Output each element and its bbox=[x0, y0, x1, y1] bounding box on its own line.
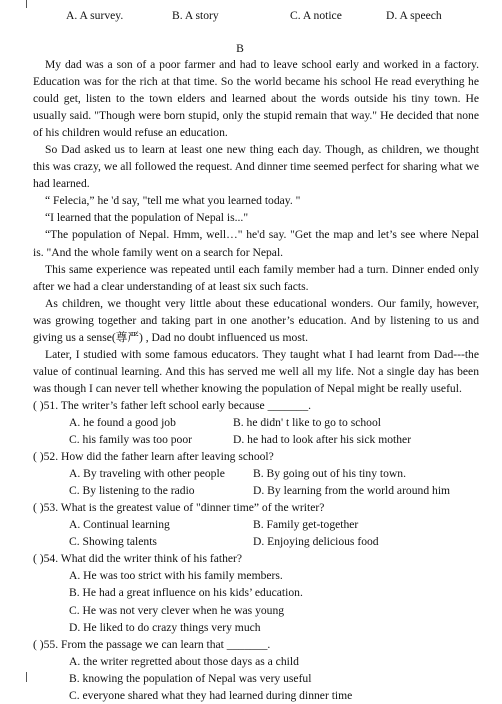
option-c: C. Showing talents bbox=[69, 535, 157, 549]
question-51 bbox=[33, 397, 479, 448]
margin-line-top bbox=[26, 0, 27, 8]
option-b: B. He had a great influence on his kids’ education. bbox=[69, 586, 303, 600]
option-d: D. He liked to do crazy things very much bbox=[69, 620, 261, 634]
paragraph-7: As children, we thought very little about these educational wonders. Our family, however, was growing together and taking part in one another’s education. And by listening to us and giving us a sense(尊严) , Dad no doubt influenced us most. bbox=[33, 296, 479, 344]
paragraph-4: “I learned that the population of Nepal is..." bbox=[45, 211, 249, 225]
option-c: C. He was not very clever when he was young bbox=[69, 603, 285, 617]
prev-option-b: B. A story bbox=[172, 9, 219, 22]
question-stem: ( )54. What did the writer think of his father? bbox=[33, 552, 243, 566]
option-b: B. knowing the population of Nepal was very useful bbox=[69, 671, 312, 685]
passage-label: B bbox=[236, 42, 244, 55]
option-b: B. he didn' t like to go to school bbox=[233, 415, 381, 429]
passage-body bbox=[33, 56, 479, 704]
option-d: D. Enjoying delicious food bbox=[253, 535, 379, 549]
question-52 bbox=[33, 448, 479, 499]
option-d: D. he had to look after his sick mother bbox=[233, 433, 412, 447]
option-c: C. his family was too poor bbox=[69, 433, 193, 447]
question-55 bbox=[33, 636, 479, 704]
prev-option-d: D. A speech bbox=[386, 9, 442, 22]
margin-line-bottom bbox=[26, 672, 27, 682]
paragraph-6: This same experience was repeated until each family member had a turn. Dinner ended only after we had a clear understanding of at least six such facts. bbox=[33, 262, 479, 293]
previous-question-options bbox=[66, 7, 476, 24]
question-54 bbox=[33, 550, 479, 635]
option-a: A. Continual learning bbox=[69, 518, 170, 532]
paragraph-8: Later, I studied with some famous educators. They taught what I had learnt from Dad---the value of continual learning. And this has served me well all my life. Not a single day has been was though I can never tell whether knowing the population of Nepal might be really useful. bbox=[33, 347, 479, 395]
option-a: A. the writer regretted about those days as a child bbox=[69, 654, 299, 668]
question-stem: ( )52. How did the father learn after leaving school? bbox=[33, 450, 274, 464]
option-c: C. everyone shared what they had learned during dinner time bbox=[69, 688, 353, 702]
paragraph-5: “The population of Nepal. Hmm, well…" he'd say. "Get the map and let’s see where Nepal is. "And the whole family went on a search for Nepal. bbox=[33, 228, 479, 259]
question-53 bbox=[33, 499, 479, 550]
option-a: A. He was too strict with his family members. bbox=[69, 569, 283, 583]
paragraph-2: So Dad asked us to learn at least one new thing each day. Though, as children, we thought this was crazy, we all followed the request. And dinner time seemed perfect for sharing what we had learned. bbox=[33, 143, 479, 191]
prev-option-a: A. A survey. bbox=[66, 9, 124, 22]
option-d: D. By learning from the world around him bbox=[253, 484, 451, 498]
option-c: C. By listening to the radio bbox=[69, 484, 195, 498]
paragraph-3: “ Felecia,” he 'd say, "tell me what you learned today. " bbox=[45, 194, 301, 208]
question-stem: ( )53. What is the greatest value of "dinner time” of the writer? bbox=[33, 501, 325, 515]
paragraph-1: My dad was a son of a poor farmer and had to leave school early and worked in a factory. Education was for the rich at that time. So the world became his school He read everything he could get, listen to the town elders and learned about the words outside his tiny town. He usually said. "Though were born stupid, only the stupid remain that way." He decided that none of his children would refuse an education. bbox=[33, 58, 479, 140]
option-a: A. he found a good job bbox=[69, 415, 176, 429]
option-b: B. By going out of his tiny town. bbox=[253, 467, 406, 481]
option-b: B. Family get-together bbox=[253, 518, 359, 532]
option-a: A. By traveling with other people bbox=[69, 467, 225, 481]
question-stem: ( )55. From the passage we can learn that _______. bbox=[33, 637, 271, 651]
prev-option-c: C. A notice bbox=[290, 9, 342, 22]
question-stem: ( )51. The writer’s father left school early because _______. bbox=[33, 398, 312, 412]
